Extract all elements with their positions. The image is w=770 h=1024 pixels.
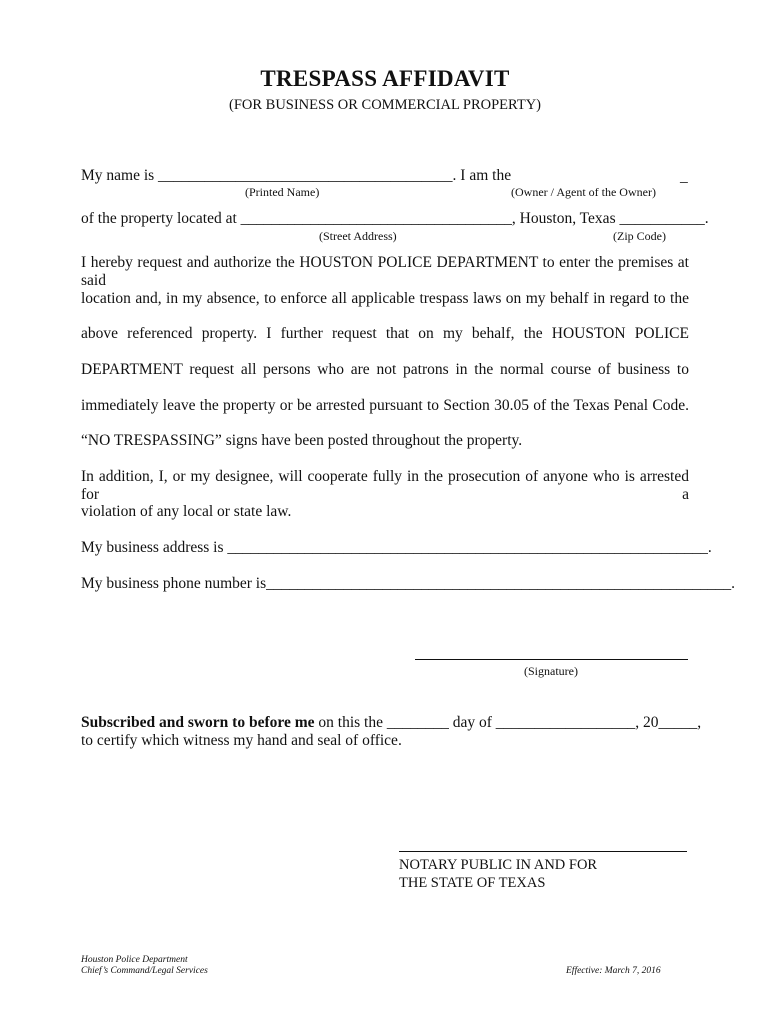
business-address-line: My business address is ______________________________________________________________. xyxy=(81,539,712,556)
notary-line-2: THE STATE OF TEXAS xyxy=(399,875,546,891)
notary-line-1: NOTARY PUBLIC IN AND FOR xyxy=(399,857,598,873)
notary-signature-rule xyxy=(399,851,687,852)
sworn-bold-text: Subscribed and sworn to before me xyxy=(81,714,315,731)
document-subtitle: (FOR BUSINESS OR COMMERCIAL PROPERTY) xyxy=(228,97,541,113)
paragraph-line: “NO TRESPASSING” signs have been posted throughout the property. xyxy=(81,432,523,449)
sworn-certify-line: to certify which witness my hand and seal of office. xyxy=(81,732,402,749)
footer-department: Houston Police Department xyxy=(81,955,188,965)
paragraph-line: I hereby request and authorize the HOUSTON POLICE DEPARTMENT to enter the premises at said xyxy=(81,254,689,289)
paragraph-line: violation of any local or state law. xyxy=(81,503,292,520)
printed-name-caption: (Printed Name) xyxy=(245,185,320,199)
paragraph-line: above referenced property. I further request that on my behalf, the HOUSTON POLICE xyxy=(81,325,689,342)
footer-effective-date: Effective: March 7, 2016 xyxy=(566,966,661,976)
signature-caption: (Signature) xyxy=(524,664,578,678)
owner-agent-caption: (Owner / Agent of the Owner) xyxy=(511,185,656,199)
sworn-statement xyxy=(81,714,701,732)
business-phone-line: My business phone number is____________________________________________________________. xyxy=(81,575,736,592)
document-title: TRESPASS AFFIDAVIT xyxy=(260,66,510,91)
property-location-line: of the property located at ___________________________________, Houston, Texas ___________. xyxy=(81,210,709,227)
paragraph-line: In addition, I, or my designee, will cooperate fully in the prosecution of anyone who is arrested for a xyxy=(81,468,689,503)
name-line: My name is ______________________________________. I am the xyxy=(81,167,512,184)
sworn-date-blanks: on this the ________ day of __________________, 20_____, xyxy=(314,714,702,731)
paragraph-line: immediately leave the property or be arrested pursuant to Section 30.05 of the Texas Penal Code. xyxy=(81,397,689,414)
footer-division: Chief’s Command/Legal Services xyxy=(81,966,208,976)
zip-code-caption: (Zip Code) xyxy=(613,229,666,243)
owner-line-mark: _ xyxy=(680,168,688,185)
paragraph-line: DEPARTMENT request all persons who are not patrons in the normal course of business to xyxy=(81,361,689,378)
paragraph-line: location and, in my absence, to enforce all applicable trespass laws on my behalf in regard to the xyxy=(81,290,689,307)
street-address-caption: (Street Address) xyxy=(319,229,397,243)
signature-rule xyxy=(415,659,688,660)
